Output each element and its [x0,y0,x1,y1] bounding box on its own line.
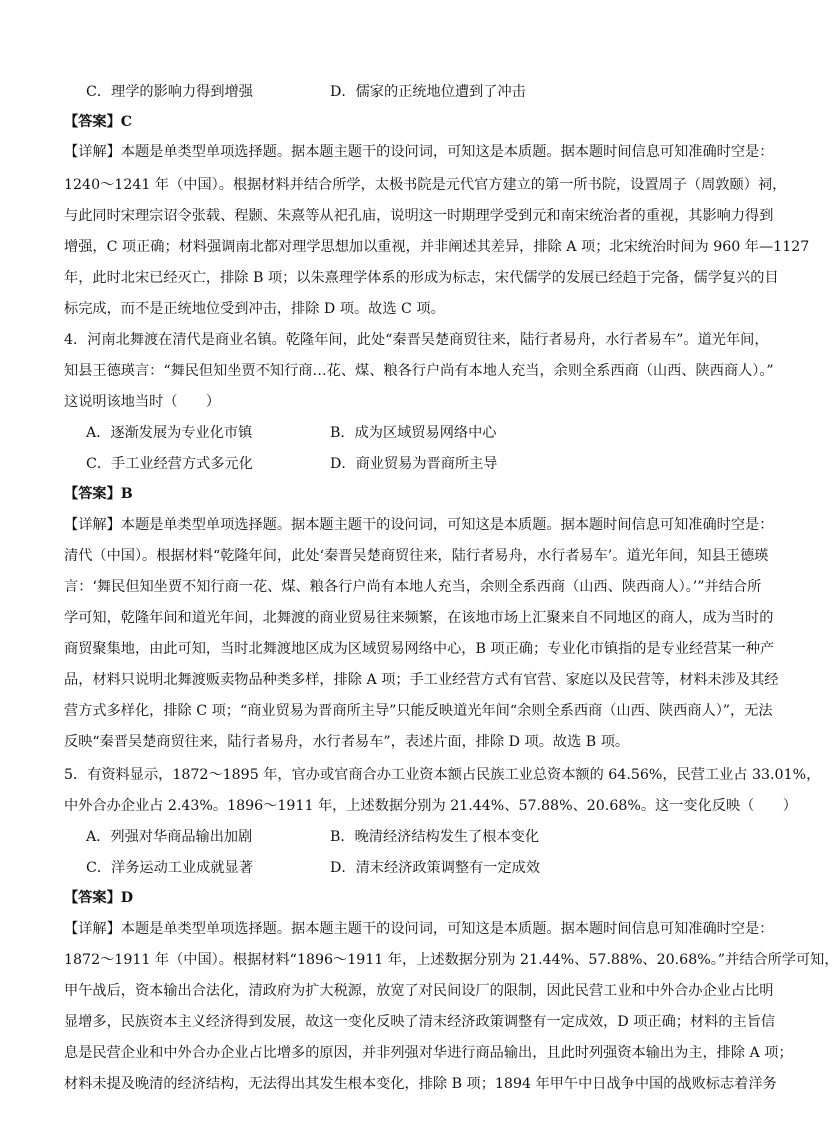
q4-option-b: B．成为区域贸易网络中心 [330,425,497,441]
q3-answer [64,112,132,132]
q4-analysis-line: 商贸聚集地，由此可知，当时北舞渡地区成为区域贸易网络中心，B 项正确；专业化市镇指的是专业经营某一种产 [64,641,775,657]
q5-analysis-line: 1872～1911 年（中国）。根据材料“1896～1911 年，上述数据分别为 21.44%、57.88%、20.68%。”并结合所学可知， [64,952,839,968]
q5-option-b: B．晚清经济结构发生了根本变化 [330,829,540,845]
q3-option-d: D．儒家的正统地位遭到了冲击 [330,84,526,100]
q5-stem-line: 5．有资料显示，1872～1895 年，官办或官商合办工业资本额占民族工业总资本额的 64.56%，民营工业占 33.01%， [64,767,821,783]
q4-analysis-line: 言：‘舞民但知坐贾不知行商一花、煤、粮各行户尚有本地人充当，余则全系西商（山西、陕西商人）。’”并结合所 [64,579,762,595]
q4-stem-line: 这说明该地当时（ ） [64,394,221,410]
q5-option-a: A．列强对华商品输出加剧 [86,829,253,845]
q4-option-a: A．逐渐发展为专业化市镇 [86,425,253,441]
q4-analysis-line: 营方式多样化，排除 C 项；“商业贸易为晋商所主导”只能反映道光年间“余则全系西商（山西、陕西商人）”，无法 [64,703,773,719]
answer-value: D [120,890,134,906]
q5-analysis-line: 息是民营企业和中外合办企业占比增多的原因，并非列强对华进行商品输出，且此时列强资本输出为主，排除 A 项； [64,1045,793,1061]
q4-answer [64,484,133,504]
q4-option-d: D．商业贸易为晋商所主导 [330,456,498,472]
q4-analysis-line: 【详解】本题是单类型单项选择题。据本题主题干的设问词，可知这是本质题。据本题时间信息可知准确时空是： [64,517,774,533]
q5-analysis-line: 显增多，民族资本主义经济得到发展，故这一变化反映了清末经济政策调整有一定成效，D 项正确；材料的主旨信 [64,1014,776,1030]
q4-option-c: C．手工业经营方式多元化 [86,456,253,472]
q3-option-c: C．理学的影响力得到增强 [86,84,253,100]
q4-analysis-line: 反映“秦晋吴楚商贸往来，陆行者易舟，水行者易车”，表述片面，排除 D 项。故选 B 项。 [64,734,630,750]
answer-label: 【答案】 [64,114,121,130]
answer-label: 【答案】 [64,486,121,502]
answer-value: C [120,114,133,130]
q5-answer [64,888,133,908]
answer-label: 【答案】 [64,890,121,906]
q4-analysis-line: 清代（中国）。根据材料“乾隆年间，此处‘秦晋吴楚商贸往来，陆行者易舟，水行者易车’。道光年间，知县王德瑛 [64,548,769,564]
q5-analysis-line: 【详解】本题是单类型单项选择题。据本题主题干的设问词，可知这是本质题。据本题时间信息可知准确时空是： [64,921,774,937]
q5-option-d: D．清末经济政策调整有一定成效 [330,860,541,876]
q5-option-c: C．洋务运动工业成就显著 [86,860,253,876]
q5-analysis-line: 材料未提及晚清的经济结构，无法得出其发生根本变化，排除 B 项；1894 年甲午中日战争中国的战败标志着洋务 [64,1076,777,1092]
q3-analysis-line: 增强，C 项正确；材料强调南北都对理学思想加以重视，并非阐述其差异，排除 A 项；北宋统治时间为 960 年—1127 [64,239,810,255]
q3-analysis-line: 【详解】本题是单类型单项选择题。据本题主题干的设问词，可知这是本质题。据本题时间信息可知准确时空是： [64,144,774,160]
q4-analysis-line: 学可知，乾隆年间和道光年间，北舞渡的商业贸易往来频繁，在该地市场上汇聚来自不同地区的商人，成为当时的 [64,610,774,626]
q4-stem-line: 4．河南北舞渡在清代是商业名镇。乾隆年间，此处“秦晋吴楚商贸往来，陆行者易舟，水行者易车”。道光年间， [64,332,769,348]
q5-stem-line: 中外合办企业占 2.43%。1896～1911 年，上述数据分别为 21.44%、57.88%、20.68%。这一变化反映（ ） [64,798,797,814]
q4-analysis-line: 品，材料只说明北舞渡贩卖物品种类多样，排除 A 项；手工业经营方式有官营、家庭以及民营等，材料未涉及其经 [64,672,779,688]
q4-stem-line: 知县王德瑛言：“舞民但知坐贾不知行商…花、煤、粮各行户尚有本地人充当，余则全系西商（山西、陕西商人）。” [64,363,774,379]
q3-analysis-line: 1240～1241 年（中国）。根据材料并结合所学，太极书院是元代官方建立的第一所书院，设置周子（周敦颐）祠， [64,177,787,193]
q3-analysis-line: 年，此时北宋已经灭亡，排除 B 项；以朱熹理学体系的形成为标志，宋代儒学的发展已经趋于完备，儒学复兴的目 [64,270,779,286]
q3-analysis-line: 与此同时宋理宗诏令张载、程颢、朱熹等从祀孔庙，说明这一时期理学受到元和南宋统治者的重视，其影响力得到 [64,208,774,224]
q5-analysis-line: 甲午战后，资本输出合法化，清政府为扩大税源，放宽了对民间设厂的限制，因此民营工业和中外合办企业占比明 [64,983,774,999]
answer-value: B [120,486,133,502]
q3-analysis-line: 标完成，而不是正统地位受到冲击，排除 D 项。故选 C 项。 [64,301,445,317]
